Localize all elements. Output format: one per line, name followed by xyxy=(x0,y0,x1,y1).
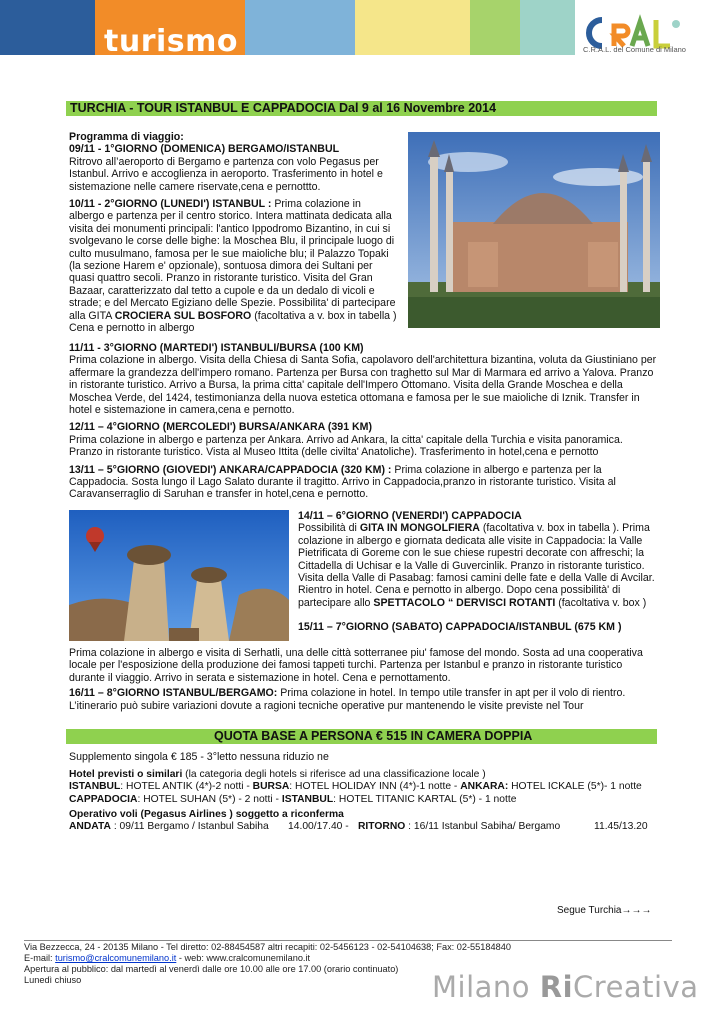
hotels-block xyxy=(69,769,669,806)
day8-text: Prima colazione in hotel. In tempo utile transfer in apt per il volo di rientro. xyxy=(277,687,626,700)
ritorno-time: 11.45/13.20 xyxy=(594,821,648,833)
hotels-heading-line xyxy=(69,769,669,781)
hotel-city-ankara: ANKARA: xyxy=(460,781,509,793)
day6-pre: Possibilità di xyxy=(298,522,360,535)
hotel-city-istanbul-2: ISTANBUL xyxy=(281,793,334,805)
day2-tail: (facoltativa a v. box in tabella ) Cena e pernotto in albergo xyxy=(69,309,397,335)
day8-title: 16/11 – 8°GIORNO ISTANBUL/BERGAMO: xyxy=(69,687,278,700)
day7-title: 15/11 – 7°GIORNO (SABATO) CAPPADOCIA/ISTANBUL (675 KM ) xyxy=(298,621,622,634)
day7-text: Prima colazione in albergo e visita di Serhatli, una delle città sotterranee piu' famose del mondo. Sosta ad una cooperativa locale per l'esposizione della produzione dei famosi tappeti turchi. Partenza per Istanbul e pranzo in ristorante turistico durante il viaggio. Arrivo in serata e sistemazione in hotel. Cena e pernottamento. xyxy=(69,647,643,684)
ritorno-group xyxy=(358,821,560,833)
header-band-5 xyxy=(470,0,520,55)
day6-bold2: SPETTACOLO “ DERVISCI ROTANTI xyxy=(373,596,556,609)
web-link[interactable]: www.cralcomunemilano.it xyxy=(206,953,311,963)
day2-paragraph xyxy=(69,198,399,334)
day6-bold1: GITA IN MONGOLFIERA xyxy=(359,522,480,535)
flights-line xyxy=(69,821,669,834)
day3-text: Prima colazione in albergo. Visita della Chiesa di Santa Sofia, capolavoro dell'architettura bizantina, voluta da Giustiniano per affermare la grandezza dell'impero romano. Partenza per Bursa con traghetto sul Mar di Marmara ed arrivo a Yalova. Pranzo in ristorante turistico. Arrivo a Bursa, la prima citta' capitale dell'Impero Ottomano. Visita della Grande Moschea e della Moschea Verde, del 1424, testimonianza della nuova estetica ottomana e famosa per le sue maioliche di Iznik. Transfer in hotel e sistemazione in camera,cena e pernotto. xyxy=(69,354,657,417)
hotel-istanbul-2: : HOTEL TITANIC KARTAL (5*) - 1 notte xyxy=(333,793,517,805)
segue-link[interactable]: Segue Turchia→→→ xyxy=(557,905,652,916)
hotels-heading: Hotel previsti o similari xyxy=(69,769,183,780)
cappadocia-photo xyxy=(69,510,289,641)
day6-block xyxy=(298,510,660,634)
quota-bar xyxy=(66,729,657,744)
program-block-3 xyxy=(69,647,659,712)
day2-text: Prima colazione in albergo e partenza per il centro storico. Intera mattinata dedicata alla visita dei monumenti principali: l'antico Ippodromo Bizantino, in cui si svolgevano le corse delle bighe: la Moschea Blu, il principale luogo di culto musulmano, famosa per le sue maioliche blu; il Palazzo Topaki (la sezione Harem e' opzionale), sontuosa dimora dei Sultani per quasi quattro secoli. Pranzo in ristorante turistico. Visita del Gran Bazaar, caratterizzato dal tetto a cupole e da un dedalo di vicoli e strade; e del Mercato Egiziano delle Spezie. Possibilita' di partecipare alla GITA xyxy=(69,198,396,322)
day6-tail: (facoltativa v. box ) xyxy=(555,596,647,609)
andata-label: ANDATA xyxy=(69,821,111,833)
day5-text: Prima colazione in albergo e partenza per la Cappadocia. Sosta lungo il Lago Salato durante il tragitto. Arrivo in Cappadocia,pranzo in ristorante turistico. Visita al Caravanserraglio di Saruhan e transfer in hotel,cena e pernotto. xyxy=(69,463,616,501)
quota-text: QUOTA BASE A PERSONA € 515 IN CAMERA DOPPIA xyxy=(214,729,533,743)
program-heading: Programma di viaggio: xyxy=(69,131,184,143)
ritorno-label: RITORNO xyxy=(358,821,406,833)
email-link[interactable]: turismo@cralcomunemilano.it xyxy=(55,953,177,963)
milano-brand-b: Ri xyxy=(539,970,574,1004)
day2-bold: CROCIERA SUL BOSFORO xyxy=(114,309,252,322)
day2-title: 10/11 - 2°GIORNO (LUNEDI') ISTANBUL : xyxy=(69,198,272,211)
header-brand: turismo xyxy=(104,24,239,59)
footer-closed: Lunedì chiuso xyxy=(24,975,82,985)
andata-time: 14.00/17.40 - xyxy=(288,821,349,833)
day5-title: 13/11 – 5°GIORNO (GIOVEDI') ANKARA/CAPPADOCIA (320 KM) : xyxy=(69,463,392,476)
footer-contact xyxy=(24,953,310,964)
hotel-city-istanbul: ISTANBUL xyxy=(69,781,121,793)
day6-text: (facoltativa v. box in tabella ). Prima colazione in albergo e giornata dedicata alle visite in Cappadocia: la Valle Pietrificata di Goreme con le sue chiese rupestri decorate con affreschi; la Cittadella di Uchisar e la Valle di Guvercinlik. Pranzo in ristorante turistico. Visita della Valle di Pasabag: famosi camini delle fate e della Valle di Avcilar. Rientro in hotel. Cena e pernotto in albergo. Dopo cena possibilità' di partecipare allo xyxy=(298,522,655,609)
logo-caption: C.R.A.L. del Comune di Milano xyxy=(583,45,686,54)
header-band-3 xyxy=(245,0,355,55)
day4-title: 12/11 – 4°GIORNO (MERCOLEDI') BURSA/ANKARA (391 KM) xyxy=(69,421,373,434)
web-label: - web: xyxy=(176,953,207,963)
program-block-2 xyxy=(69,342,659,501)
day6-paragraph xyxy=(298,522,660,609)
day5-paragraph xyxy=(69,464,659,501)
page-title: TURCHIA - TOUR ISTANBUL E CAPPADOCIA Dal 9 al 16 Novembre 2014 xyxy=(70,101,497,115)
header-band-1 xyxy=(0,0,95,55)
hotel-city-bursa: BURSA xyxy=(252,781,290,793)
supplemento: Supplemento singola € 185 - 3°letto nessuna riduzio ne xyxy=(69,751,329,763)
andata-route: : 09/11 Bergamo / Istanbul Sabiha xyxy=(110,821,269,833)
footer-hours: Apertura al pubblico: dal martedì al venerdì dalle ore 10.00 alle ore 17.00 (orario continuato) xyxy=(24,964,399,974)
flights-heading: Operativo voli (Pegasus Airlines ) soggetto a riconferma xyxy=(69,809,344,820)
title-bar xyxy=(66,101,657,116)
hotels-line-2 xyxy=(69,794,669,806)
hotel-bursa: : HOTEL HOLIDAY INN (4*)-1 notte - xyxy=(289,781,461,793)
hotel-cappadocia: : HOTEL SUHAN (5*) - 2 notti - xyxy=(137,793,282,805)
milano-brand-a: Milano xyxy=(432,970,540,1004)
header-band-6 xyxy=(520,0,575,55)
footer-divider xyxy=(24,940,672,941)
day1-text: Ritrovo all’aeroporto di Bergamo e partenza con volo Pegasus per Istanbul. Arrivo e accoglienza in aeroporto. Trasferimento in hotel e sistemazione nelle camere riservate,cena e pernottto. xyxy=(69,155,383,193)
milano-ricreativa-logo xyxy=(432,970,699,1004)
day1-title: 09/11 - 1°GIORNO (DOMENICA) BERGAMO/ISTANBUL xyxy=(69,143,340,156)
day4-text: Prima colazione in albergo e partenza per Ankara. Arrivo ad Ankara, la citta' capitale della Turchia e visita panoramica. Pranzo in ristorante turistico. Vista al Museo Ittita (delle civilta' Anatoliche). Trasferimento in hotel,cena e pernotto xyxy=(69,433,623,459)
andata-group xyxy=(69,821,269,833)
hotels-note: (la categoria degli hotels si riferisce ad una classificazione locale ) xyxy=(182,769,486,780)
hotel-ankara: HOTEL ICKALE (5*)- 1 notte xyxy=(508,781,642,793)
hagia-sophia-photo xyxy=(408,132,660,328)
hotels-line-1 xyxy=(69,781,669,793)
program-block-1 xyxy=(69,131,399,335)
ritorno-route: : 16/11 Istanbul Sabiha/ Bergamo xyxy=(405,821,561,833)
hotel-city-cappadocia: CAPPADOCIA xyxy=(69,793,138,805)
disclaimer: L’itinerario può subire variazioni dovute a ragioni tecniche operative pur mantenendo le visite previste nel Tour xyxy=(69,699,584,712)
day6-title: 14/11 – 6°GIORNO (VENERDI') CAPPADOCIA xyxy=(298,510,522,522)
email-label: E-mail: xyxy=(24,953,56,963)
header-band-4 xyxy=(355,0,470,55)
day8-paragraph xyxy=(69,687,659,699)
footer-address: Via Bezzecca, 24 - 20135 Milano - Tel diretto: 02-88454587 altri recapiti: 02-5456123 - 02-54104638; Fax: 02-55184840 xyxy=(24,942,511,952)
milano-brand-c: Creativa xyxy=(573,970,699,1004)
hotel-istanbul: : HOTEL ANTIK (4*)-2 notti - xyxy=(120,781,253,793)
day3-title: 11/11 - 3°GIORNO (MARTEDI') ISTANBULI/BURSA (100 KM) xyxy=(69,342,364,354)
flights-block xyxy=(69,809,669,834)
